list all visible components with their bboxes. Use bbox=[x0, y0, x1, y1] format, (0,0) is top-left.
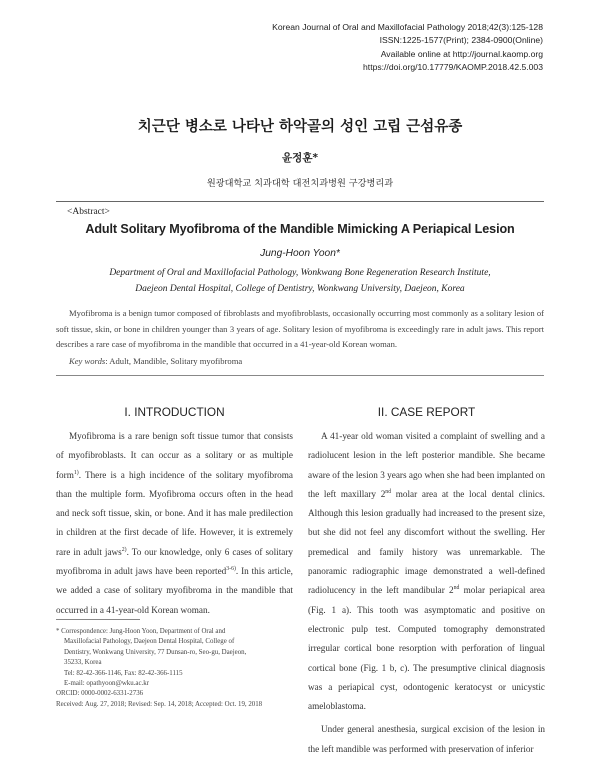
text-run: . In this article, we added a case of solitary myofibroma in the mandible that occurred in a 41-year-old Korean woman. bbox=[56, 566, 293, 615]
abstract-top-divider bbox=[56, 201, 544, 202]
ordinal-superscript: nd bbox=[453, 585, 460, 592]
doi-link[interactable]: https://doi.org/10.17779/KAOMP.2018.42.5.003 bbox=[363, 62, 543, 73]
affiliation-line: Department of Oral and Maxillofacial Pathology, Wonkwang Bone Regeneration Research Institute, bbox=[109, 268, 491, 278]
introduction-paragraph bbox=[56, 427, 293, 620]
footnote-line: 35233, Korea bbox=[64, 659, 102, 667]
footnote-divider bbox=[56, 619, 140, 620]
reference-marker: 2) bbox=[121, 546, 127, 553]
introduction-column bbox=[56, 427, 293, 620]
text-run: molar periapical area (Fig. 1 a). This tooth was asymptomatic and positive on electronic pulp test. Computed tomography demonstrated irregular cortical bone resorption with perforation of lingual cortical bone (Fig. 1 b, c). The presumptive clinical diagnosis was a periapical cyst, odontogenic keratocyst or unicystic ameloblastoma. bbox=[308, 585, 545, 712]
reference-marker: 3-6) bbox=[226, 566, 236, 573]
case-report-heading: II. CASE REPORT bbox=[377, 405, 476, 419]
text-run: . To our knowledge, only 6 cases of solitary myofibroma in adult jaws have been reported bbox=[56, 546, 294, 577]
journal-header bbox=[272, 21, 543, 75]
korean-author: 윤정훈* bbox=[282, 152, 318, 164]
text-run: . There is a high incidence of the solitary myofibroma than the multiple form. Myofibroma occurs often in the head and neck soft tissue, skin, or bone. And it has male predilection in children at the first decade of life. However, it is extremely rare in adult jaws bbox=[56, 469, 293, 557]
keywords-values: : Adult, Mandible, Solitary myofibroma bbox=[105, 356, 243, 366]
available-online-line[interactable]: Available online at http://journal.kaomp.org bbox=[380, 48, 543, 59]
email-link[interactable]: E-mail: opathyoon@wku.ac.kr bbox=[64, 680, 149, 688]
introduction-heading: I. INTRODUCTION bbox=[124, 405, 225, 419]
journal-citation: Korean Journal of Oral and Maxillofacial Pathology 2018;42(3):125-128 bbox=[272, 22, 543, 32]
issn-line: ISSN:1225-1577(Print); 2384-0900(Online) bbox=[379, 35, 543, 46]
reference-marker: 1) bbox=[73, 469, 79, 476]
text-run: Myofibroma is a rare benign soft tissue tumor that consists of myofibroblasts. It can occur as a solitary or as multiple form bbox=[56, 431, 293, 480]
keywords bbox=[69, 356, 242, 366]
received-dates: Received: Aug. 27, 2018; Revised: Sep. 14, 2018; Accepted: Oct. 19, 2018 bbox=[56, 700, 263, 708]
english-affiliation bbox=[0, 266, 600, 297]
abstract-label: <Abstract> bbox=[67, 207, 110, 217]
ordinal-superscript: nd bbox=[385, 488, 392, 495]
english-title: Adult Solitary Myofibroma of the Mandible Mimicking A Periapical Lesion bbox=[85, 222, 515, 236]
case-paragraph bbox=[308, 427, 545, 716]
footnote-line: * Correspondence: Jung-Hoon Yoon, Department of Oral and bbox=[56, 628, 226, 635]
affiliation-line: Daejeon Dental Hospital, College of Dentistry, Wonkwang University, Daejeon, Korea bbox=[135, 283, 465, 294]
english-author: Jung-Hoon Yoon* bbox=[260, 248, 340, 259]
korean-title: 치근단 병소로 나타난 하악골의 성인 고립 근섬유종 bbox=[137, 119, 463, 135]
text-run: molar area at the local dental clinics. Although this lesion gradually had increased to the present size, but she did not feel any discomfort without the swelling. Her premedical and family history was unremarkable. The panoramic radiographic image demonstrated a well-defined radiolucency in the left mandibular 2 bbox=[308, 488, 545, 596]
keywords-label: Key words bbox=[69, 356, 106, 366]
correspondence-footnote bbox=[56, 627, 293, 710]
footnote-line: Dentistry, Wonkwang University, 77 Dunsan-ro, Seo-gu, Daejeon, bbox=[64, 648, 247, 656]
orcid-line: ORCID: 0000-0002-6331-2736 bbox=[56, 690, 144, 698]
case-report-column bbox=[308, 427, 545, 759]
footnote-line: Maxillofacial Pathology, Daejeon Dental Hospital, College of bbox=[64, 638, 235, 646]
text-run: A 41-year old woman visited a complaint of swelling and a radiolucent lesion in the left posterior mandible. She became aware of the lesion 3 years ago when she had been implanted on the left maxillary 2 bbox=[308, 431, 545, 499]
case-paragraph: Under general anesthesia, surgical excision of the lesion in the left mandible was performed with preservation of inferior bbox=[308, 724, 545, 754]
footnote-line: Tel: 82-42-366-1146, Fax: 82-42-366-1115 bbox=[64, 669, 183, 677]
abstract-bottom-divider bbox=[56, 375, 544, 376]
abstract-text: Myofibroma is a benign tumor composed of fibroblasts and myofibroblasts, occasionally occurring most commonly as a solitary lesion of soft tissue, skin, or bone in children younger than 3 years of age. Solitary lesion of myofibroma is exceedingly rare in adult jaws. This report describes a rare case of myofibroma in the mandible that occurred in a 41-year-old Korean woman. bbox=[56, 308, 544, 349]
korean-affiliation: 원광대학교 치과대학 대전치과병원 구강병리과 bbox=[206, 178, 394, 189]
